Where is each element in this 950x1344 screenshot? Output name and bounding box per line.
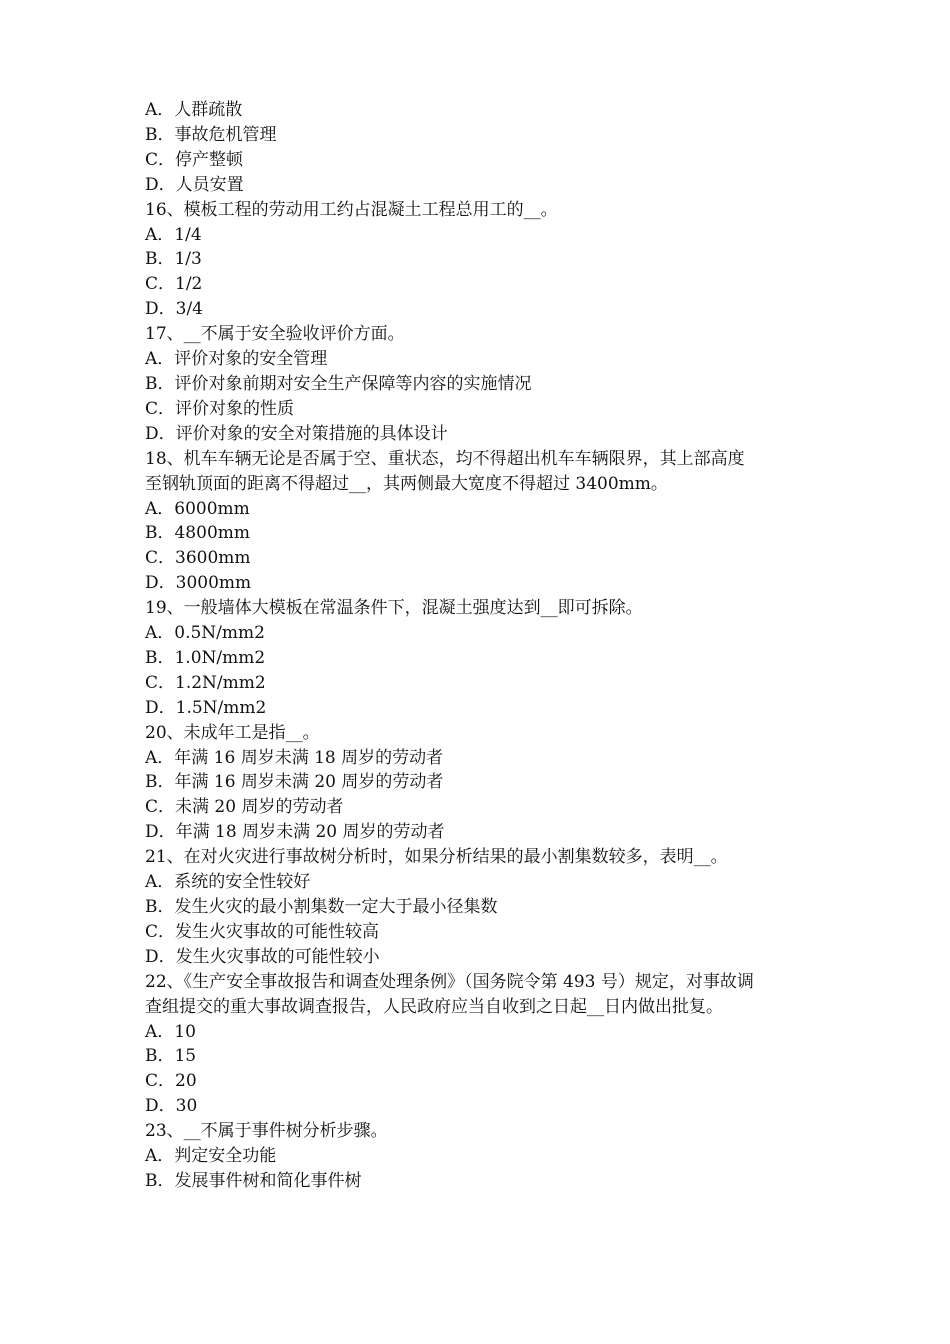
option-line: D．3000mm bbox=[145, 573, 252, 594]
question-22-cont: 查组提交的重大事故调查报告，人民政府应当自收到之日起__日内做出批复。 bbox=[145, 996, 723, 1017]
option-line: C．1.2N/mm2 bbox=[145, 672, 266, 693]
option-line: C．3600mm bbox=[145, 548, 251, 569]
question-18-cont: 至钢轨顶面的距离不得超过__，其两侧最大宽度不得超过 3400mm。 bbox=[145, 473, 668, 494]
option-line: D．年满 18 周岁未满 20 周岁的劳动者 bbox=[145, 822, 445, 843]
option-line: B．15 bbox=[145, 1046, 197, 1067]
option-line: A．年满 16 周岁未满 18 周岁的劳动者 bbox=[145, 747, 444, 768]
question-16: 16、模板工程的劳动用工约占混凝土工程总用工的__。 bbox=[145, 199, 558, 220]
option-line: A．人群疏散 bbox=[145, 100, 243, 120]
option-line: A．判定安全功能 bbox=[145, 1146, 277, 1167]
question-23: 23、__不属于事件树分析步骤。 bbox=[145, 1121, 388, 1142]
option-line: B．评价对象前期对安全生产保障等内容的实施情况 bbox=[145, 373, 532, 394]
option-line: C．未满 20 周岁的劳动者 bbox=[145, 797, 344, 818]
question-20: 20、未成年工是指__。 bbox=[145, 722, 320, 743]
document-page bbox=[145, 98, 825, 1194]
option-line: B．1/3 bbox=[145, 249, 202, 270]
option-line: A．6000mm bbox=[145, 498, 250, 519]
option-line: A．系统的安全性较好 bbox=[145, 872, 311, 893]
option-line: D．30 bbox=[145, 1096, 198, 1117]
question-22: 22、《生产安全事故报告和调查处理条例》（国务院令第 493 号）规定，对事故调 bbox=[145, 971, 754, 992]
option-line: D．人员安置 bbox=[145, 174, 244, 195]
option-line: D．发生火灾事故的可能性较小 bbox=[145, 946, 380, 967]
option-line: C．发生火灾事故的可能性较高 bbox=[145, 921, 380, 942]
option-line: C．评价对象的性质 bbox=[145, 398, 295, 419]
question-21: 21、在对火灾进行事故树分析时，如果分析结果的最小割集数较多，表明__。 bbox=[145, 847, 728, 868]
option-line: C．停产整顿 bbox=[145, 149, 244, 170]
option-line: A．1/4 bbox=[145, 224, 202, 245]
option-line: B．年满 16 周岁未满 20 周岁的劳动者 bbox=[145, 772, 444, 793]
option-line: B．1.0N/mm2 bbox=[145, 647, 266, 668]
question-18: 18、机车车辆无论是否属于空、重状态，均不得超出机车车辆限界，其上部高度 bbox=[145, 448, 745, 469]
option-line: D．评价对象的安全对策措施的具体设计 bbox=[145, 423, 448, 444]
option-line: D．1.5N/mm2 bbox=[145, 697, 267, 718]
option-line: A．评价对象的安全管理 bbox=[145, 349, 328, 370]
option-line: B．发生火灾的最小割集数一定大于最小径集数 bbox=[145, 897, 498, 917]
option-line: A．0.5N/mm2 bbox=[145, 623, 265, 644]
question-17: 17、__不属于安全验收评价方面。 bbox=[145, 324, 405, 345]
option-line: A．10 bbox=[145, 1021, 196, 1042]
option-line: B．4800mm bbox=[145, 523, 250, 544]
option-line: C．1/2 bbox=[145, 274, 203, 295]
option-line: B．发展事件树和简化事件树 bbox=[145, 1170, 362, 1191]
option-line: C．20 bbox=[145, 1071, 197, 1092]
question-19: 19、一般墙体大模板在常温条件下，混凝土强度达到__即可拆除。 bbox=[145, 598, 643, 619]
option-line: B．事故危机管理 bbox=[145, 124, 277, 145]
option-line: D．3/4 bbox=[145, 299, 203, 320]
